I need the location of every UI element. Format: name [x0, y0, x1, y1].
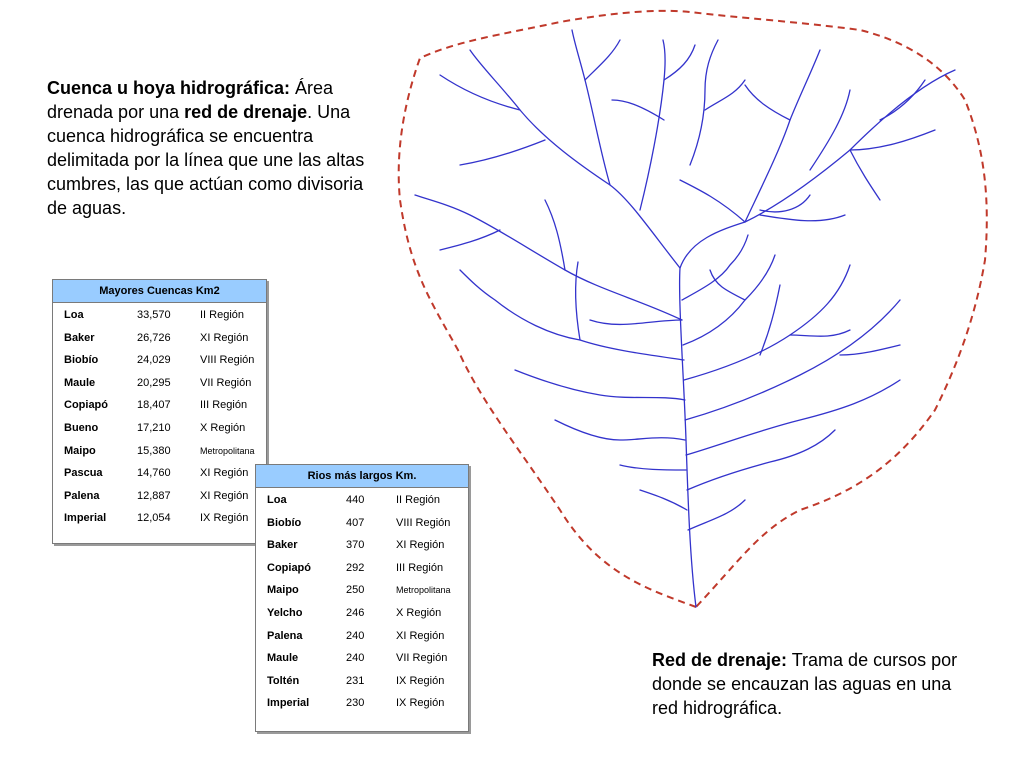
longest-rivers-table [255, 464, 469, 732]
region: II Región [200, 309, 245, 321]
river-length: 240 [346, 652, 365, 665]
watershed-text-a: Área drenada por una [47, 78, 334, 122]
river-name: Imperial [64, 512, 107, 525]
largest-basins-table [52, 279, 267, 544]
river-length: 407 [346, 516, 365, 529]
river-name: Biobío [267, 516, 302, 529]
table-row [256, 670, 468, 693]
river-name: Loa [267, 494, 287, 506]
basin-area: 14,760 [137, 467, 171, 480]
river-length: 231 [346, 674, 365, 687]
watershed-definition [47, 76, 367, 220]
table-row [256, 489, 468, 512]
table-row [53, 417, 266, 440]
river-length: 246 [346, 606, 365, 619]
table-row [256, 647, 468, 670]
region: VII Región [200, 376, 252, 389]
table-row [53, 372, 266, 395]
region: XI Región [200, 467, 249, 480]
river-name: Maule [267, 652, 299, 665]
river-length: 230 [346, 697, 365, 710]
basin-area: 17,210 [137, 421, 171, 434]
table-row [53, 462, 266, 485]
drainage-definition [652, 648, 982, 720]
table-header: Rios más largos Km. [256, 465, 468, 488]
river-name: Copiapó [64, 399, 108, 412]
river-name: Palena [64, 489, 100, 502]
river-length: 250 [346, 584, 365, 597]
region: XI Región [200, 489, 249, 502]
region: IX Región [396, 674, 445, 687]
drainage-network [415, 30, 955, 607]
table-row [256, 534, 468, 557]
table-row [53, 349, 266, 372]
river-name: Baker [267, 539, 298, 552]
region: VIII Región [200, 354, 255, 367]
drainage-network-term: red de drenaje [184, 102, 308, 122]
table-row [53, 440, 266, 463]
region: IX Región [396, 697, 445, 710]
region: VIII Región [396, 516, 451, 529]
region: Metropolitana [396, 585, 451, 596]
basin-area: 20,295 [137, 376, 171, 389]
table-header: Mayores Cuencas Km2 [53, 280, 266, 303]
river-name: Toltén [267, 674, 300, 687]
basin-area: 26,726 [137, 331, 171, 344]
table-row [256, 692, 468, 715]
river-name: Yelcho [267, 606, 303, 619]
river-name: Imperial [267, 697, 310, 710]
river-name: Baker [64, 331, 95, 344]
river-name: Maule [64, 376, 96, 389]
table-row [256, 557, 468, 580]
region: Metropolitana [200, 445, 255, 456]
river-name: Palena [267, 629, 303, 642]
river-length: 240 [346, 629, 365, 642]
basin-area: 18,407 [137, 399, 171, 412]
drainage-title: Red de drenaje: [652, 650, 788, 670]
basin-area: 33,570 [137, 309, 171, 321]
region: X Región [200, 421, 246, 434]
table-row [256, 602, 468, 625]
table-row [53, 327, 266, 350]
region: VII Región [396, 652, 448, 665]
basin-area: 15,380 [137, 444, 171, 457]
table-body [53, 303, 266, 530]
table-row [53, 485, 266, 508]
region: III Región [200, 399, 248, 412]
region: XI Región [396, 539, 445, 552]
river-name: Maipo [267, 584, 299, 597]
table-row [256, 579, 468, 602]
watershed-text-c: . Una cuenca hidrográfica se encuentra delimitada por la línea que une las altas cumbres, las que actúan como divisoria de aguas. [47, 102, 365, 218]
table-row [53, 304, 266, 327]
region: IX Región [200, 512, 249, 525]
river-name: Biobío [64, 354, 99, 367]
basin-area: 24,029 [137, 354, 171, 367]
table-row [256, 625, 468, 648]
watershed-title: Cuenca u hoya hidrográfica: [47, 78, 291, 98]
region: XI Región [396, 629, 445, 642]
table-row [53, 507, 266, 530]
river-name: Copiapó [267, 561, 311, 574]
basin-area: 12,054 [137, 512, 171, 525]
river-name: Maipo [64, 444, 96, 457]
region: X Región [396, 606, 442, 619]
river-length: 440 [346, 494, 365, 506]
table-row [53, 394, 266, 417]
watershed-divide [399, 11, 987, 607]
drainage-text: Trama de cursos por donde se encauzan las aguas en una red hidrográfica. [652, 650, 958, 718]
river-length: 370 [346, 539, 365, 552]
table-body [256, 488, 468, 715]
river-name: Bueno [64, 421, 99, 434]
region: III Región [396, 561, 444, 574]
river-name: Loa [64, 309, 84, 321]
region: XI Región [200, 331, 249, 344]
table-row [256, 512, 468, 535]
river-name: Pascua [64, 467, 103, 480]
basin-area: 12,887 [137, 489, 171, 502]
river-length: 292 [346, 561, 365, 574]
region: II Región [396, 494, 441, 506]
